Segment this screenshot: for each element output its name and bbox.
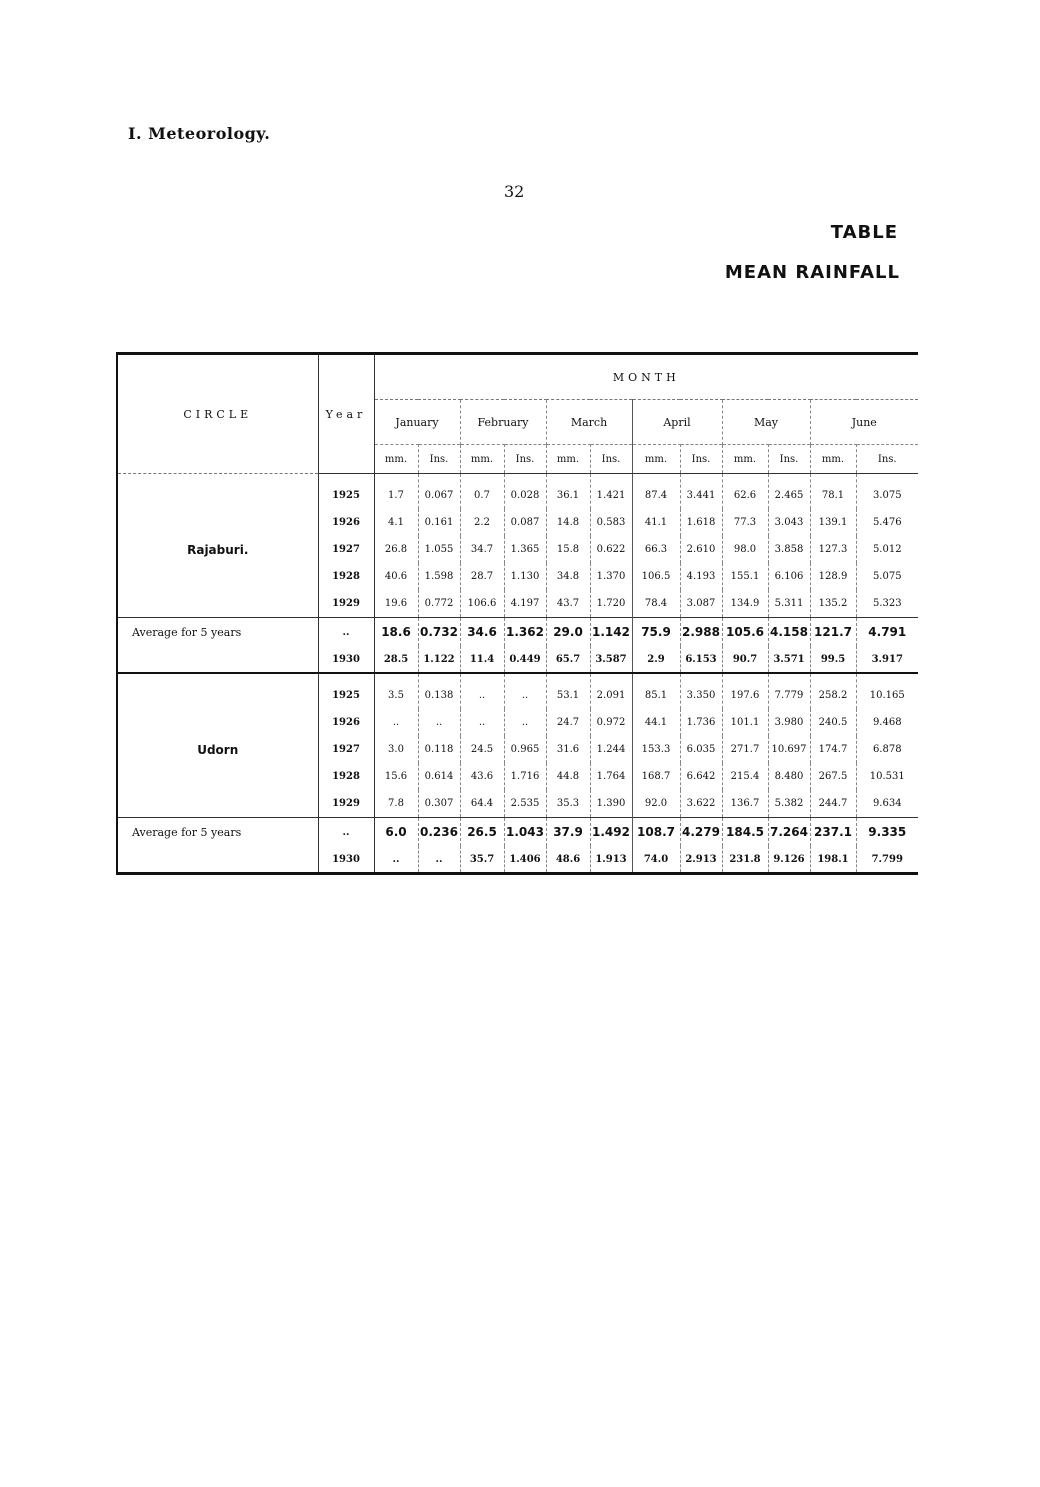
- rainfall-table: [118, 355, 918, 872]
- ins-value: 3.858: [768, 536, 810, 563]
- ins-value: 7.779: [768, 673, 810, 709]
- mm-value: 28.5: [374, 646, 418, 673]
- month-name: March: [546, 400, 632, 445]
- ins-value: 3.622: [680, 790, 722, 818]
- mm-value: 65.7: [546, 646, 590, 673]
- page-number: 32: [504, 182, 525, 201]
- month-name: January: [374, 400, 460, 445]
- ins-value: 0.138: [418, 673, 460, 709]
- mm-value: 121.7: [810, 618, 856, 647]
- table-row: [118, 563, 918, 590]
- circle-cell: [118, 763, 318, 790]
- mm-value: 108.7: [632, 818, 680, 847]
- ins-value: 6.642: [680, 763, 722, 790]
- table-row: [118, 790, 918, 818]
- ins-value: 0.161: [418, 509, 460, 536]
- ins-value: 2.091: [590, 673, 632, 709]
- ins-value: 1.043: [504, 818, 546, 847]
- mm-value: 18.6: [374, 618, 418, 647]
- ins-value: 6.153: [680, 646, 722, 673]
- ins-value: 3.350: [680, 673, 722, 709]
- unit-ins-header: Ins.: [418, 445, 460, 474]
- mm-value: 101.1: [722, 709, 768, 736]
- ins-value: 4.197: [504, 590, 546, 618]
- year-cell: 1925: [318, 474, 374, 510]
- ins-value: 5.476: [872, 517, 902, 528]
- ins-value: 1.764: [590, 763, 632, 790]
- mm-value: 43.7: [546, 590, 590, 618]
- unit-mm-header: mm.: [722, 445, 768, 474]
- ins-value: 0.732: [418, 618, 460, 647]
- mm-value: 7.8: [374, 790, 418, 818]
- mm-value: 3.5: [374, 673, 418, 709]
- ins-value: 1.142: [590, 618, 632, 647]
- ins-value: 3.075: [872, 490, 902, 501]
- mm-value: 15.6: [374, 763, 418, 790]
- ins-value: 3.441: [680, 474, 722, 510]
- ins-value: 1.406: [504, 846, 546, 872]
- ins-value: 0.614: [418, 763, 460, 790]
- ins-value: 4.193: [680, 563, 722, 590]
- month-header: MONTH: [374, 355, 918, 400]
- ins-value: 1.365: [504, 536, 546, 563]
- mm-value: 35.7: [460, 846, 504, 872]
- mm-value: 26.8: [374, 536, 418, 563]
- mm-value: 128.9: [810, 563, 856, 590]
- year-cell: 1925: [318, 673, 374, 709]
- month-name: June: [851, 415, 877, 429]
- mm-value: 135.2: [810, 590, 856, 618]
- mm-value: 41.1: [632, 509, 680, 536]
- mm-value: 77.3: [722, 509, 768, 536]
- ins-value: 3.917: [871, 653, 903, 665]
- mm-value: 106.6: [460, 590, 504, 618]
- circle-cell: [118, 646, 318, 673]
- ins-value: 6.106: [768, 563, 810, 590]
- table-row: [118, 673, 918, 709]
- mm-value: 136.7: [722, 790, 768, 818]
- circle-cell: [118, 474, 318, 510]
- ins-value: 1.716: [504, 763, 546, 790]
- ins-value: 5.311: [768, 590, 810, 618]
- mm-value: ..: [460, 709, 504, 736]
- mm-value: 2.9: [632, 646, 680, 673]
- circle-cell: [118, 709, 318, 736]
- mm-value: ..: [460, 673, 504, 709]
- mm-value: 237.1: [810, 818, 856, 847]
- mm-value: 3.0: [374, 736, 418, 763]
- mm-value: 174.7: [810, 736, 856, 763]
- mm-value: 62.6: [722, 474, 768, 510]
- mm-value: 14.8: [546, 509, 590, 536]
- mm-value: 40.6: [374, 563, 418, 590]
- ins-value: 1.736: [680, 709, 722, 736]
- year-cell: 1928: [318, 763, 374, 790]
- year-cell: 1930: [318, 846, 374, 872]
- ins-value: 9.468: [872, 717, 902, 728]
- mm-value: 74.0: [632, 846, 680, 872]
- average-row: [118, 618, 918, 647]
- month-name: February: [460, 400, 546, 445]
- mm-value: 240.5: [810, 709, 856, 736]
- mm-value: 4.1: [374, 509, 418, 536]
- mm-value: 48.6: [546, 846, 590, 872]
- ins-value: 5.323: [872, 598, 902, 609]
- year-cell: 1926: [318, 509, 374, 536]
- ins-value: 0.772: [418, 590, 460, 618]
- month-name: May: [722, 400, 810, 445]
- mm-value: 0.7: [460, 474, 504, 510]
- ins-value: 3.980: [768, 709, 810, 736]
- ins-value: 1.122: [418, 646, 460, 673]
- table-label: TABLE: [830, 222, 898, 243]
- mm-value: 44.8: [546, 763, 590, 790]
- mm-value: 271.7: [722, 736, 768, 763]
- mm-value: 197.6: [722, 673, 768, 709]
- mm-value: 244.7: [810, 790, 856, 818]
- mm-value: 2.2: [460, 509, 504, 536]
- year-cell: 1927: [318, 536, 374, 563]
- average-label: Average for 5 years: [118, 818, 318, 847]
- circle-cell: [118, 846, 318, 872]
- unit-ins-header: Ins.: [680, 445, 722, 474]
- mm-value: 43.6: [460, 763, 504, 790]
- table-row: [118, 736, 918, 763]
- ins-value: 1.913: [590, 846, 632, 872]
- circle-cell: [118, 673, 318, 709]
- circle-name: Udorn: [118, 736, 318, 763]
- mm-value: 15.8: [546, 536, 590, 563]
- section-title: I. Meteorology.: [128, 124, 271, 143]
- year-cell: 1930: [318, 646, 374, 673]
- year-cell: 1929: [318, 790, 374, 818]
- ins-value: ..: [418, 846, 460, 872]
- mm-value: 29.0: [546, 618, 590, 647]
- mm-value: 24.5: [460, 736, 504, 763]
- ins-value: 0.449: [504, 646, 546, 673]
- ins-value: 10.531: [869, 771, 905, 782]
- ins-value: 5.012: [872, 544, 902, 555]
- mm-value: 37.9: [546, 818, 590, 847]
- unit-mm-header: mm.: [632, 445, 680, 474]
- year-cell: 1928: [318, 563, 374, 590]
- unit-mm-header: mm.: [810, 445, 856, 474]
- mm-value: 11.4: [460, 646, 504, 673]
- ins-value: 2.913: [680, 846, 722, 872]
- ins-value: 5.075: [872, 571, 902, 582]
- year-cell: ..: [318, 618, 374, 647]
- circle-cell: [118, 509, 318, 536]
- ins-value: ..: [504, 709, 546, 736]
- ins-value: 0.028: [504, 474, 546, 510]
- ins-value: 0.622: [590, 536, 632, 563]
- mm-value: 267.5: [810, 763, 856, 790]
- mm-value: 198.1: [810, 846, 856, 872]
- ins-value: 2.465: [768, 474, 810, 510]
- mm-value: 139.1: [810, 509, 856, 536]
- year-1930-row: [118, 846, 918, 872]
- ins-value: 3.571: [768, 646, 810, 673]
- average-label: Average for 5 years: [118, 618, 318, 647]
- mm-value: 1.7: [374, 474, 418, 510]
- circle-cell: [118, 590, 318, 618]
- mm-value: 134.9: [722, 590, 768, 618]
- ins-value: 1.598: [418, 563, 460, 590]
- ins-value: 10.165: [856, 673, 918, 709]
- ins-value: 4.279: [680, 818, 722, 847]
- mm-value: 64.4: [460, 790, 504, 818]
- mm-value: 26.5: [460, 818, 504, 847]
- mm-value: 66.3: [632, 536, 680, 563]
- year-cell: 1927: [318, 736, 374, 763]
- mm-value: 53.1: [546, 673, 590, 709]
- mm-value: 75.9: [632, 618, 680, 647]
- mm-value: 85.1: [632, 673, 680, 709]
- month-name: April: [632, 400, 722, 445]
- ins-value: 5.382: [768, 790, 810, 818]
- mm-value: 106.5: [632, 563, 680, 590]
- average-row: [118, 818, 918, 847]
- unit-ins-header: Ins.: [504, 445, 546, 474]
- mm-value: 36.1: [546, 474, 590, 510]
- ins-value: 2.535: [504, 790, 546, 818]
- table-row: [118, 709, 918, 736]
- ins-value: 0.118: [418, 736, 460, 763]
- circle-header: CIRCLE: [118, 355, 318, 474]
- mm-value: 34.8: [546, 563, 590, 590]
- mm-value: 35.3: [546, 790, 590, 818]
- mm-value: 28.7: [460, 563, 504, 590]
- ins-value: 3.587: [590, 646, 632, 673]
- ins-value: 7.264: [768, 818, 810, 847]
- ins-value: 3.087: [680, 590, 722, 618]
- ins-value: 1.720: [590, 590, 632, 618]
- ins-value: 10.697: [768, 736, 810, 763]
- ins-value: ..: [418, 709, 460, 736]
- mm-value: 127.3: [810, 536, 856, 563]
- mm-value: 215.4: [722, 763, 768, 790]
- unit-mm-header: mm.: [374, 445, 418, 474]
- ins-value: 1.492: [590, 818, 632, 847]
- ins-value: 0.087: [504, 509, 546, 536]
- year-1930-row: [118, 646, 918, 673]
- mm-value: 231.8: [722, 846, 768, 872]
- ins-value: 4.158: [768, 618, 810, 647]
- mm-value: 105.6: [722, 618, 768, 647]
- ins-value: 0.307: [418, 790, 460, 818]
- ins-value: 1.055: [418, 536, 460, 563]
- year-cell: 1929: [318, 590, 374, 618]
- ins-value: 1.130: [504, 563, 546, 590]
- table-row: [118, 763, 918, 790]
- ins-value: 9.634: [872, 798, 902, 809]
- mm-value: 258.2: [810, 673, 856, 709]
- ins-value: 6.035: [680, 736, 722, 763]
- table-subtitle: MEAN RAINFALL: [724, 262, 900, 283]
- mm-value: 24.7: [546, 709, 590, 736]
- mm-value: 19.6: [374, 590, 418, 618]
- ins-value: 1.390: [590, 790, 632, 818]
- year-cell: ..: [318, 818, 374, 847]
- unit-ins-header: Ins.: [856, 445, 918, 474]
- mm-value: ..: [374, 709, 418, 736]
- ins-value: 8.480: [768, 763, 810, 790]
- ins-value: 7.799: [871, 853, 903, 865]
- mm-value: 92.0: [632, 790, 680, 818]
- mm-value: 44.1: [632, 709, 680, 736]
- mm-value: 78.4: [632, 590, 680, 618]
- ins-value: 2.988: [680, 618, 722, 647]
- mm-value: 90.7: [722, 646, 768, 673]
- ins-value: 2.610: [680, 536, 722, 563]
- table-row: [118, 536, 918, 563]
- year-header: Year: [318, 355, 374, 474]
- ins-value: 1.421: [590, 474, 632, 510]
- mm-value: 153.3: [632, 736, 680, 763]
- mm-value: 168.7: [632, 763, 680, 790]
- ins-value: 9.126: [768, 846, 810, 872]
- mm-value: 6.0: [374, 818, 418, 847]
- mm-value: 155.1: [722, 563, 768, 590]
- ins-value: 0.972: [590, 709, 632, 736]
- mm-value: 98.0: [722, 536, 768, 563]
- mm-value: 34.6: [460, 618, 504, 647]
- mm-value: 78.1: [810, 474, 856, 510]
- mm-value: 31.6: [546, 736, 590, 763]
- rainfall-table-frame: [116, 352, 918, 875]
- ins-value: 4.791: [856, 618, 918, 647]
- unit-mm-header: mm.: [546, 445, 590, 474]
- ins-value: 0.965: [504, 736, 546, 763]
- ins-value: 0.067: [418, 474, 460, 510]
- table-row: [118, 474, 918, 510]
- mm-value: ..: [374, 846, 418, 872]
- mm-value: 87.4: [632, 474, 680, 510]
- unit-mm-header: mm.: [460, 445, 504, 474]
- ins-value: 1.370: [590, 563, 632, 590]
- ins-value: 3.043: [768, 509, 810, 536]
- ins-value: ..: [504, 673, 546, 709]
- ins-value: 1.618: [680, 509, 722, 536]
- year-cell: 1926: [318, 709, 374, 736]
- ins-value: 6.878: [872, 744, 902, 755]
- ins-value: 1.362: [504, 618, 546, 647]
- circle-cell: [118, 563, 318, 590]
- unit-ins-header: Ins.: [590, 445, 632, 474]
- mm-value: 99.5: [810, 646, 856, 673]
- ins-value: 0.236: [418, 818, 460, 847]
- table-row: [118, 509, 918, 536]
- ins-value: 1.244: [590, 736, 632, 763]
- mm-value: 34.7: [460, 536, 504, 563]
- circle-cell: [118, 790, 318, 818]
- ins-value: 0.583: [590, 509, 632, 536]
- unit-ins-header: Ins.: [768, 445, 810, 474]
- ins-value: 9.335: [856, 818, 918, 847]
- table-row: [118, 590, 918, 618]
- circle-name: Rajaburi.: [118, 536, 318, 563]
- mm-value: 184.5: [722, 818, 768, 847]
